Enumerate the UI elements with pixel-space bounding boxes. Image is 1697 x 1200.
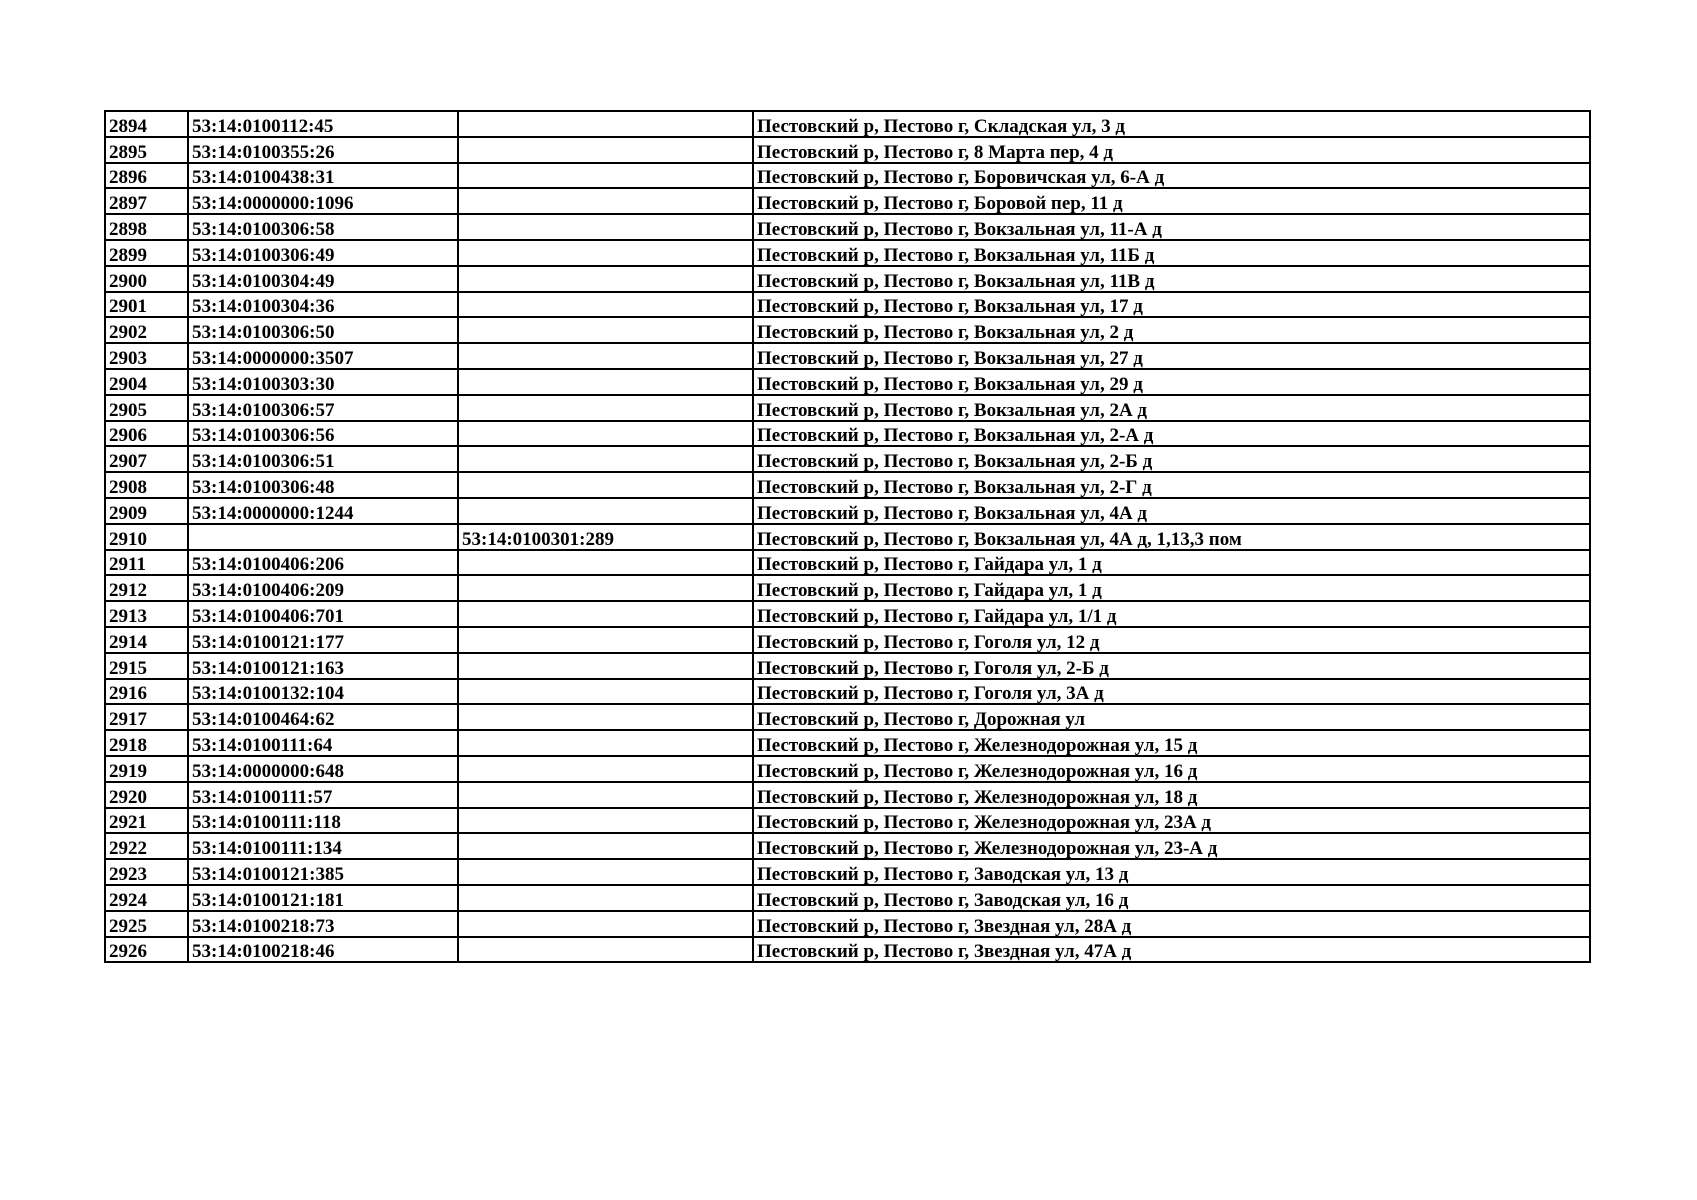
address-cell: Пестовский р, Пестово г, Железнодорожная ул, 16 д [753,756,1590,782]
cadastral-number-cell: 53:14:0100303:30 [188,369,458,395]
table-row [105,550,1590,576]
address-cell: Пестовский р, Пестово г, Вокзальная ул, 2 д [753,317,1590,343]
row-number-cell: 2904 [105,369,188,395]
table-row [105,782,1590,808]
cadastral-number-cell: 53:14:0100218:73 [188,911,458,937]
row-number-cell: 2894 [105,111,188,137]
premises-cadastral-number-cell: 53:14:0100301:289 [458,524,753,550]
premises-cadastral-number-cell [458,756,753,782]
premises-cadastral-number-cell [458,575,753,601]
table-row [105,111,1590,137]
cadastral-number-cell: 53:14:0100121:181 [188,885,458,911]
premises-cadastral-number-cell [458,601,753,627]
registry-table-body [105,111,1590,962]
cadastral-number-cell: 53:14:0100304:49 [188,266,458,292]
address-cell: Пестовский р, Пестово г, Вокзальная ул, 11В д [753,266,1590,292]
cadastral-number-cell: 53:14:0000000:648 [188,756,458,782]
address-cell: Пестовский р, Пестово г, Гоголя ул, 2-Б д [753,653,1590,679]
address-cell: Пестовский р, Пестово г, Вокзальная ул, 17 д [753,292,1590,318]
cadastral-number-cell: 53:14:0100304:36 [188,292,458,318]
address-cell: Пестовский р, Пестово г, Вокзальная ул, 2-А д [753,421,1590,447]
address-cell: Пестовский р, Пестово г, Вокзальная ул, 11-А д [753,214,1590,240]
cadastral-number-cell: 53:14:0100218:46 [188,937,458,963]
premises-cadastral-number-cell [458,885,753,911]
address-cell: Пестовский р, Пестово г, Вокзальная ул, 2-Б д [753,446,1590,472]
row-number-cell: 2922 [105,833,188,859]
table-row [105,188,1590,214]
row-number-cell: 2913 [105,601,188,627]
address-cell: Пестовский р, Пестово г, Дорожная ул [753,704,1590,730]
cadastral-number-cell: 53:14:0100306:56 [188,421,458,447]
premises-cadastral-number-cell [458,111,753,137]
table-row [105,163,1590,189]
premises-cadastral-number-cell [458,704,753,730]
row-number-cell: 2916 [105,679,188,705]
premises-cadastral-number-cell [458,472,753,498]
address-cell: Пестовский р, Пестово г, Вокзальная ул, 29 д [753,369,1590,395]
row-number-cell: 2900 [105,266,188,292]
table-row [105,601,1590,627]
table-row [105,395,1590,421]
row-number-cell: 2905 [105,395,188,421]
address-cell: Пестовский р, Пестово г, Железнодорожная ул, 15 д [753,730,1590,756]
address-cell: Пестовский р, Пестово г, Вокзальная ул, 2А д [753,395,1590,421]
cadastral-number-cell: 53:14:0100438:31 [188,163,458,189]
table-row [105,885,1590,911]
cadastral-number-cell: 53:14:0100406:209 [188,575,458,601]
premises-cadastral-number-cell [458,421,753,447]
row-number-cell: 2912 [105,575,188,601]
premises-cadastral-number-cell [458,214,753,240]
premises-cadastral-number-cell [458,859,753,885]
table-row [105,653,1590,679]
row-number-cell: 2899 [105,240,188,266]
premises-cadastral-number-cell [458,498,753,524]
address-cell: Пестовский р, Пестово г, Гайдара ул, 1 д [753,575,1590,601]
address-cell: Пестовский р, Пестово г, 8 Марта пер, 4 д [753,137,1590,163]
address-cell: Пестовский р, Пестово г, Боровой пер, 11 д [753,188,1590,214]
address-cell: Пестовский р, Пестово г, Вокзальная ул, 11Б д [753,240,1590,266]
premises-cadastral-number-cell [458,911,753,937]
row-number-cell: 2917 [105,704,188,730]
premises-cadastral-number-cell [458,782,753,808]
cadastral-number-cell: 53:14:0100464:62 [188,704,458,730]
table-row [105,679,1590,705]
table-row [105,266,1590,292]
table-row [105,833,1590,859]
premises-cadastral-number-cell [458,446,753,472]
cadastral-number-cell: 53:14:0100132:104 [188,679,458,705]
table-row [105,472,1590,498]
cadastral-number-cell: 53:14:0100406:701 [188,601,458,627]
row-number-cell: 2902 [105,317,188,343]
address-cell: Пестовский р, Пестово г, Вокзальная ул, 4А д, 1,13,3 пом [753,524,1590,550]
cadastral-number-cell: 53:14:0100121:177 [188,627,458,653]
premises-cadastral-number-cell [458,627,753,653]
address-cell: Пестовский р, Пестово г, Звездная ул, 28А д [753,911,1590,937]
cadastral-number-cell: 53:14:0100112:45 [188,111,458,137]
row-number-cell: 2911 [105,550,188,576]
table-row [105,137,1590,163]
cadastral-number-cell: 53:14:0100406:206 [188,550,458,576]
cadastral-number-cell: 53:14:0000000:1096 [188,188,458,214]
row-number-cell: 2925 [105,911,188,937]
row-number-cell: 2910 [105,524,188,550]
row-number-cell: 2915 [105,653,188,679]
premises-cadastral-number-cell [458,343,753,369]
address-cell: Пестовский р, Пестово г, Гайдара ул, 1 д [753,550,1590,576]
row-number-cell: 2897 [105,188,188,214]
table-row [105,704,1590,730]
premises-cadastral-number-cell [458,679,753,705]
address-cell: Пестовский р, Пестово г, Гоголя ул, 3А д [753,679,1590,705]
cadastral-number-cell [188,524,458,550]
cadastral-number-cell: 53:14:0100306:48 [188,472,458,498]
address-cell: Пестовский р, Пестово г, Гоголя ул, 12 д [753,627,1590,653]
table-row [105,808,1590,834]
cadastral-number-cell: 53:14:0000000:3507 [188,343,458,369]
address-cell: Пестовский р, Пестово г, Железнодорожная ул, 23А д [753,808,1590,834]
row-number-cell: 2920 [105,782,188,808]
row-number-cell: 2908 [105,472,188,498]
cadastral-number-cell: 53:14:0100121:163 [188,653,458,679]
cadastral-number-cell: 53:14:0100306:49 [188,240,458,266]
cadastral-number-cell: 53:14:0100306:57 [188,395,458,421]
table-row [105,214,1590,240]
table-row [105,317,1590,343]
address-cell: Пестовский р, Пестово г, Складская ул, 3 д [753,111,1590,137]
premises-cadastral-number-cell [458,266,753,292]
premises-cadastral-number-cell [458,395,753,421]
cadastral-number-cell: 53:14:0100111:57 [188,782,458,808]
address-cell: Пестовский р, Пестово г, Звездная ул, 47А д [753,937,1590,963]
address-cell: Пестовский р, Пестово г, Вокзальная ул, 4А д [753,498,1590,524]
table-row [105,292,1590,318]
premises-cadastral-number-cell [458,833,753,859]
registry-table [104,110,1591,963]
cadastral-number-cell: 53:14:0100355:26 [188,137,458,163]
table-row [105,575,1590,601]
cadastral-number-cell: 53:14:0100306:50 [188,317,458,343]
row-number-cell: 2921 [105,808,188,834]
table-row [105,524,1590,550]
cadastral-number-cell: 53:14:0100306:51 [188,446,458,472]
row-number-cell: 2903 [105,343,188,369]
table-row [105,343,1590,369]
table-row [105,911,1590,937]
address-cell: Пестовский р, Пестово г, Гайдара ул, 1/1 д [753,601,1590,627]
row-number-cell: 2906 [105,421,188,447]
cadastral-number-cell: 53:14:0100111:64 [188,730,458,756]
table-row [105,421,1590,447]
cadastral-number-cell: 53:14:0000000:1244 [188,498,458,524]
premises-cadastral-number-cell [458,937,753,963]
premises-cadastral-number-cell [458,550,753,576]
table-row [105,627,1590,653]
premises-cadastral-number-cell [458,240,753,266]
address-cell: Пестовский р, Пестово г, Вокзальная ул, 27 д [753,343,1590,369]
row-number-cell: 2898 [105,214,188,240]
premises-cadastral-number-cell [458,188,753,214]
address-cell: Пестовский р, Пестово г, Заводская ул, 13 д [753,859,1590,885]
premises-cadastral-number-cell [458,292,753,318]
premises-cadastral-number-cell [458,317,753,343]
row-number-cell: 2924 [105,885,188,911]
premises-cadastral-number-cell [458,137,753,163]
premises-cadastral-number-cell [458,163,753,189]
table-row [105,859,1590,885]
row-number-cell: 2914 [105,627,188,653]
row-number-cell: 2923 [105,859,188,885]
row-number-cell: 2895 [105,137,188,163]
table-row [105,369,1590,395]
premises-cadastral-number-cell [458,808,753,834]
row-number-cell: 2926 [105,937,188,963]
address-cell: Пестовский р, Пестово г, Железнодорожная ул, 18 д [753,782,1590,808]
address-cell: Пестовский р, Пестово г, Боровичская ул, 6-А д [753,163,1590,189]
premises-cadastral-number-cell [458,730,753,756]
address-cell: Пестовский р, Пестово г, Железнодорожная ул, 23-А д [753,833,1590,859]
address-cell: Пестовский р, Пестово г, Заводская ул, 16 д [753,885,1590,911]
row-number-cell: 2907 [105,446,188,472]
row-number-cell: 2918 [105,730,188,756]
row-number-cell: 2901 [105,292,188,318]
table-row [105,446,1590,472]
table-row [105,730,1590,756]
cadastral-number-cell: 53:14:0100111:118 [188,808,458,834]
cadastral-number-cell: 53:14:0100306:58 [188,214,458,240]
table-row [105,937,1590,963]
table-row [105,498,1590,524]
address-cell: Пестовский р, Пестово г, Вокзальная ул, 2-Г д [753,472,1590,498]
cadastral-number-cell: 53:14:0100111:134 [188,833,458,859]
premises-cadastral-number-cell [458,369,753,395]
row-number-cell: 2896 [105,163,188,189]
cadastral-number-cell: 53:14:0100121:385 [188,859,458,885]
row-number-cell: 2919 [105,756,188,782]
table-row [105,240,1590,266]
premises-cadastral-number-cell [458,653,753,679]
row-number-cell: 2909 [105,498,188,524]
table-row [105,756,1590,782]
